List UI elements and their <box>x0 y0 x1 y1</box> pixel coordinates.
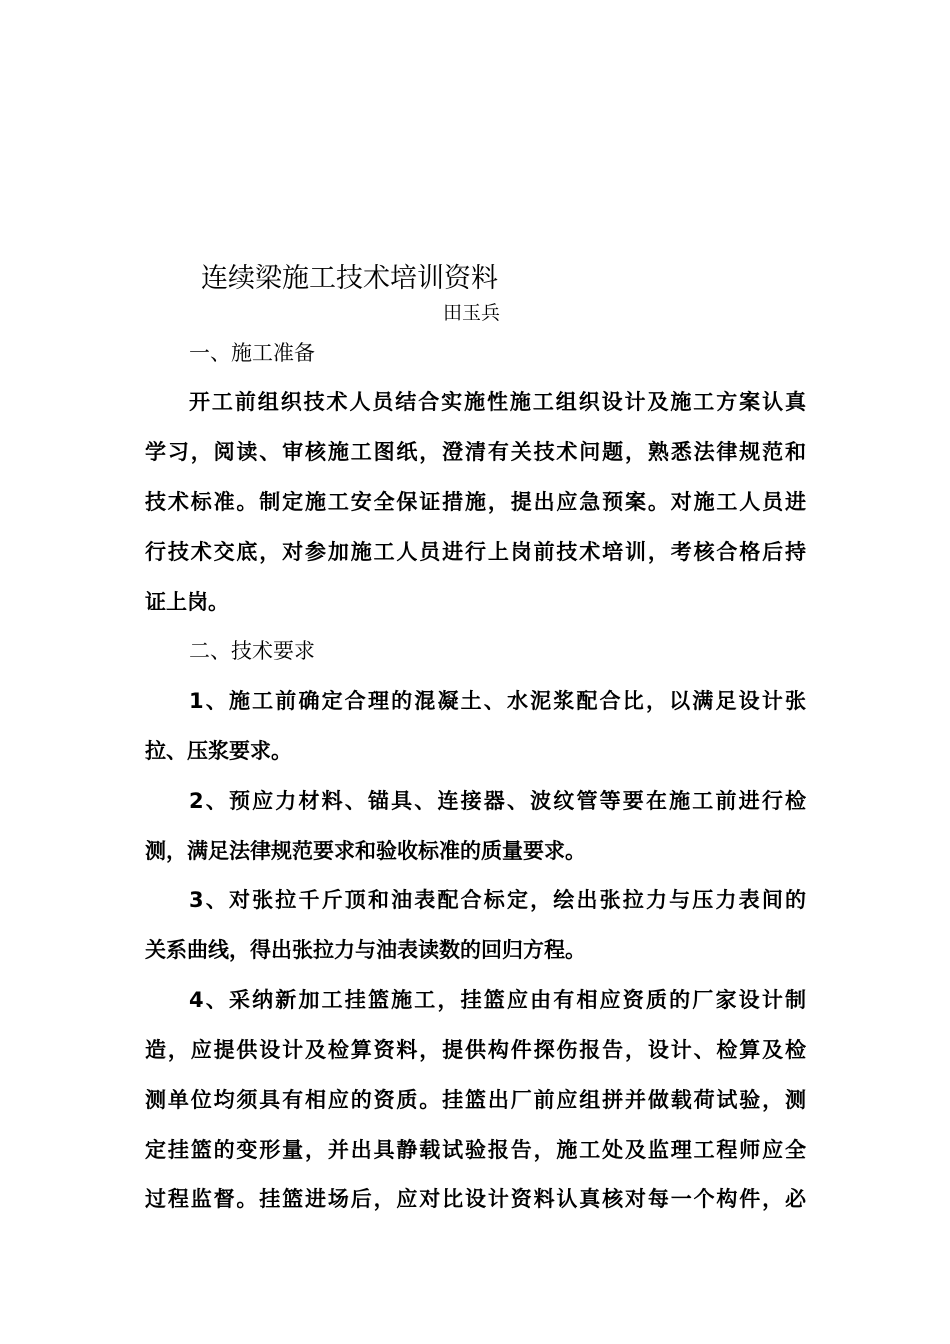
paragraph-line: 学习，阅读、审核施工图纸，澄清有关技术问题，熟悉法律规范和 <box>145 440 806 464</box>
paragraph-line: 2、预应力材料、锚具、连接器、波纹管等要在施工前进行检 <box>189 789 806 813</box>
paragraph-line: 技术标准。制定施工安全保证措施，提出应急预案。对施工人员进 <box>145 490 806 514</box>
author-name: 田玉兵 <box>443 302 501 324</box>
paragraph-line: 拉、压浆要求。 <box>145 739 292 763</box>
paragraph-line: 3、对张拉千斤顶和油表配合标定，绘出张拉力与压力表间的 <box>189 888 806 912</box>
paragraph-line: 证上岗。 <box>145 590 229 614</box>
paragraph-line: 测，满足法律规范要求和验收标准的质量要求。 <box>145 839 586 863</box>
section-heading-preparation: 一、施工准备 <box>189 341 315 365</box>
paragraph-line: 1、施工前确定合理的混凝土、水泥浆配合比，以满足设计张 <box>189 689 806 713</box>
paragraph-line: 造，应提供设计及检算资料，提供构件探伤报告，设计、检算及检 <box>145 1038 806 1062</box>
paragraph-line: 定挂篮的变形量，并出具静载试验报告，施工处及监理工程师应全 <box>145 1138 806 1162</box>
paragraph-line: 行技术交底，对参加施工人员进行上岗前技术培训，考核合格后持 <box>145 540 806 564</box>
paragraph-line: 过程监督。挂篮进场后，应对比设计资料认真核对每一个构件，必 <box>145 1187 806 1211</box>
paragraph-line: 测单位均须具有相应的资质。挂篮出厂前应组拼并做载荷试验，测 <box>145 1088 806 1112</box>
paragraph-line: 关系曲线，得出张拉力与油表读数的回归方程。 <box>145 938 586 962</box>
document-title: 连续梁施工技术培训资料 <box>201 263 498 294</box>
paragraph-line: 开工前组织技术人员结合实施性施工组织设计及施工方案认真 <box>189 390 806 414</box>
paragraph-line: 4、采纳新加工挂篮施工，挂篮应由有相应资质的厂家设计制 <box>189 988 806 1012</box>
section-heading-requirements: 二、技术要求 <box>189 639 315 663</box>
